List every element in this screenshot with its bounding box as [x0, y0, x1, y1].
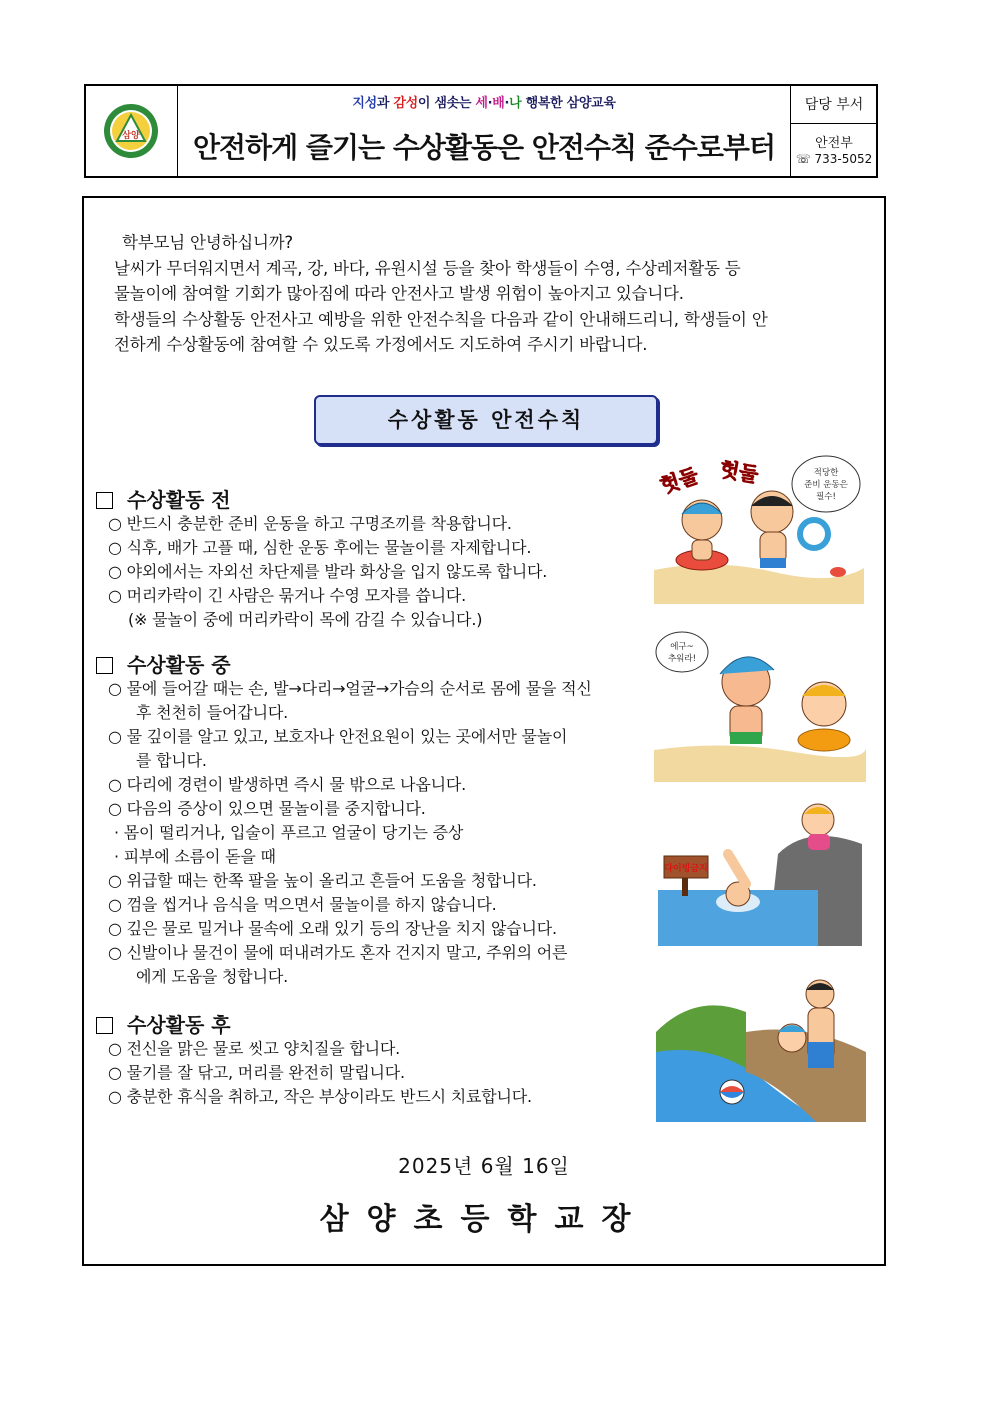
section-items-during [108, 677, 592, 989]
section-heading-text: 수상활동 전 [127, 488, 231, 512]
warmup-illustration [654, 450, 864, 604]
intro-line: 전하게 수상활동에 참여할 수 있도록 가정에서도 지도하여 주시기 바랍니다. [114, 335, 648, 354]
bubble-line: 준비 운동은 [804, 480, 848, 490]
list-item: ○ 충분한 휴식을 취하고, 작은 부상이라도 반드시 치료합니다. [108, 1087, 532, 1106]
school-logo [103, 103, 159, 159]
list-subitem: · 몸이 떨리거나, 입술이 푸르고 얼굴이 당기는 증상 [114, 823, 464, 842]
section-heading-after [96, 1009, 231, 1038]
list-item: ○ 식후, 배가 고플 때, 심한 운동 후에는 물놀이를 자제합니다. [108, 538, 532, 557]
no-diving-illustration [658, 794, 862, 946]
notice-body [82, 196, 886, 1266]
section-heading-during [96, 649, 231, 678]
department-label: 담당 부서 [791, 86, 877, 124]
slogan-part: · [504, 96, 510, 111]
intro-line: 물놀이에 참여할 기회가 많아짐에 따라 안전사고 발생 위험이 높아지고 있습니다. [114, 284, 684, 303]
department-phone: ☏ 733-5052 [795, 152, 873, 166]
list-item: ○ 물 깊이를 알고 있고, 보호자나 안전요원이 있는 곳에서만 물놀이 [108, 727, 568, 746]
section-items-before [108, 512, 547, 632]
list-item: ○ 물기를 잘 닦고, 머리를 완전히 말립니다. [108, 1063, 405, 1082]
section-heading-text: 수상활동 중 [127, 653, 231, 677]
shout-text-2: 헛둘 [717, 456, 761, 488]
slogan-part: 과 [376, 96, 394, 111]
list-item-continued: 에게 도움을 청합니다. [136, 967, 288, 986]
school-slogan [178, 92, 790, 111]
principal-signature: 삼양초등학교장 [319, 1202, 649, 1237]
bubble-line: 추워라! [667, 654, 697, 664]
list-item-continued: 후 천천히 들어갑니다. [136, 703, 288, 722]
title-cell [178, 86, 790, 176]
issue-date: 2025년 6월 16일 [398, 1154, 570, 1178]
slogan-part: 배 [492, 96, 505, 111]
slogan-part: 나 [509, 96, 522, 111]
list-item: ○ 신발이나 물건이 물에 떠내려가도 혼자 건지지 말고, 주위의 어른 [108, 943, 568, 962]
list-item: ○ 껌을 씹거나 음식을 먹으면서 물놀이를 하지 않습니다. [108, 895, 497, 914]
checkbox-icon [96, 657, 113, 674]
slogan-part: 세 [475, 96, 488, 111]
list-item: ○ 물에 들어갈 때는 손, 발→다리→얼굴→가슴의 순서로 몸에 물을 적신 [108, 679, 592, 698]
bubble-line: 필수! [816, 492, 836, 502]
checkbox-icon [96, 492, 113, 509]
section-heading-text: 수상활동 후 [127, 1013, 231, 1037]
slogan-part: · [487, 96, 493, 111]
list-item: ○ 다리에 경련이 발생하면 즉시 물 밖으로 나옵니다. [108, 775, 466, 794]
intro-line: 학부모님 안녕하십니까? [122, 233, 293, 252]
slogan-part: 지성 [352, 96, 377, 111]
list-subitem: · 피부에 소름이 돋을 때 [114, 847, 276, 866]
intro-line: 학생들의 수상활동 안전사고 예방을 위한 안전수칙을 다음과 같이 안내해드리니, 학생들이 안 [114, 309, 768, 329]
bubble-line: 에구~ [670, 642, 694, 652]
cold-water-illustration [654, 622, 866, 782]
list-item: ○ 반드시 충분한 준비 운동을 하고 구명조끼를 착용합니다. [108, 514, 512, 533]
section-items-after [108, 1037, 532, 1109]
list-item: ○ 야외에서는 자외선 차단제를 발라 화상을 입지 않도록 합니다. [108, 562, 548, 581]
checkbox-icon [96, 1017, 113, 1034]
bubble-line: 적당한 [813, 468, 839, 478]
document-title: 안전하게 즐기는 수상활동은 안전수칙 준수로부터 [192, 131, 775, 164]
sign-text: 다이빙금지 [664, 864, 708, 874]
slogan-part: 이 샘솟는 [417, 96, 476, 111]
department-cell [790, 86, 876, 176]
intro-paragraph [114, 230, 874, 358]
list-item: ○ 전신을 맑은 물로 씻고 양치질을 합니다. [108, 1039, 401, 1058]
rules-title: 수상활동 안전수칙 [387, 408, 585, 432]
slogan-part: 행복한 삼양교육 [521, 96, 616, 111]
list-item: ○ 깊은 물로 밀거나 물속에 오래 있기 등의 장난을 치지 않습니다. [108, 919, 557, 938]
document-header [84, 84, 878, 178]
list-item-continued: 를 합니다. [136, 751, 207, 770]
slogan-part: 감성 [393, 96, 418, 111]
list-item: ○ 머리카락이 긴 사람은 묶거나 수영 모자를 씁니다. [108, 586, 466, 605]
logo-text: 삼양 [122, 131, 140, 141]
section-heading-before [96, 484, 231, 513]
list-item-note: (※ 물놀이 중에 머리카락이 목에 감길 수 있습니다.) [128, 610, 483, 629]
list-item: ○ 위급할 때는 한쪽 팔을 높이 올리고 흔들어 도움을 청합니다. [108, 871, 537, 890]
rules-title-box [314, 395, 658, 445]
shout-text-1: 헛둘 [657, 463, 702, 498]
intro-line: 날씨가 무더워지면서 계곡, 강, 바다, 유원시설 등을 찾아 학생들이 수영, 수상레저활동 등 [114, 258, 741, 278]
logo-cell [86, 86, 178, 176]
stream-illustration [656, 972, 866, 1122]
list-item: ○ 다음의 증상이 있으면 물놀이를 중지합니다. [108, 799, 426, 818]
department-name: 안전부 [815, 136, 853, 151]
